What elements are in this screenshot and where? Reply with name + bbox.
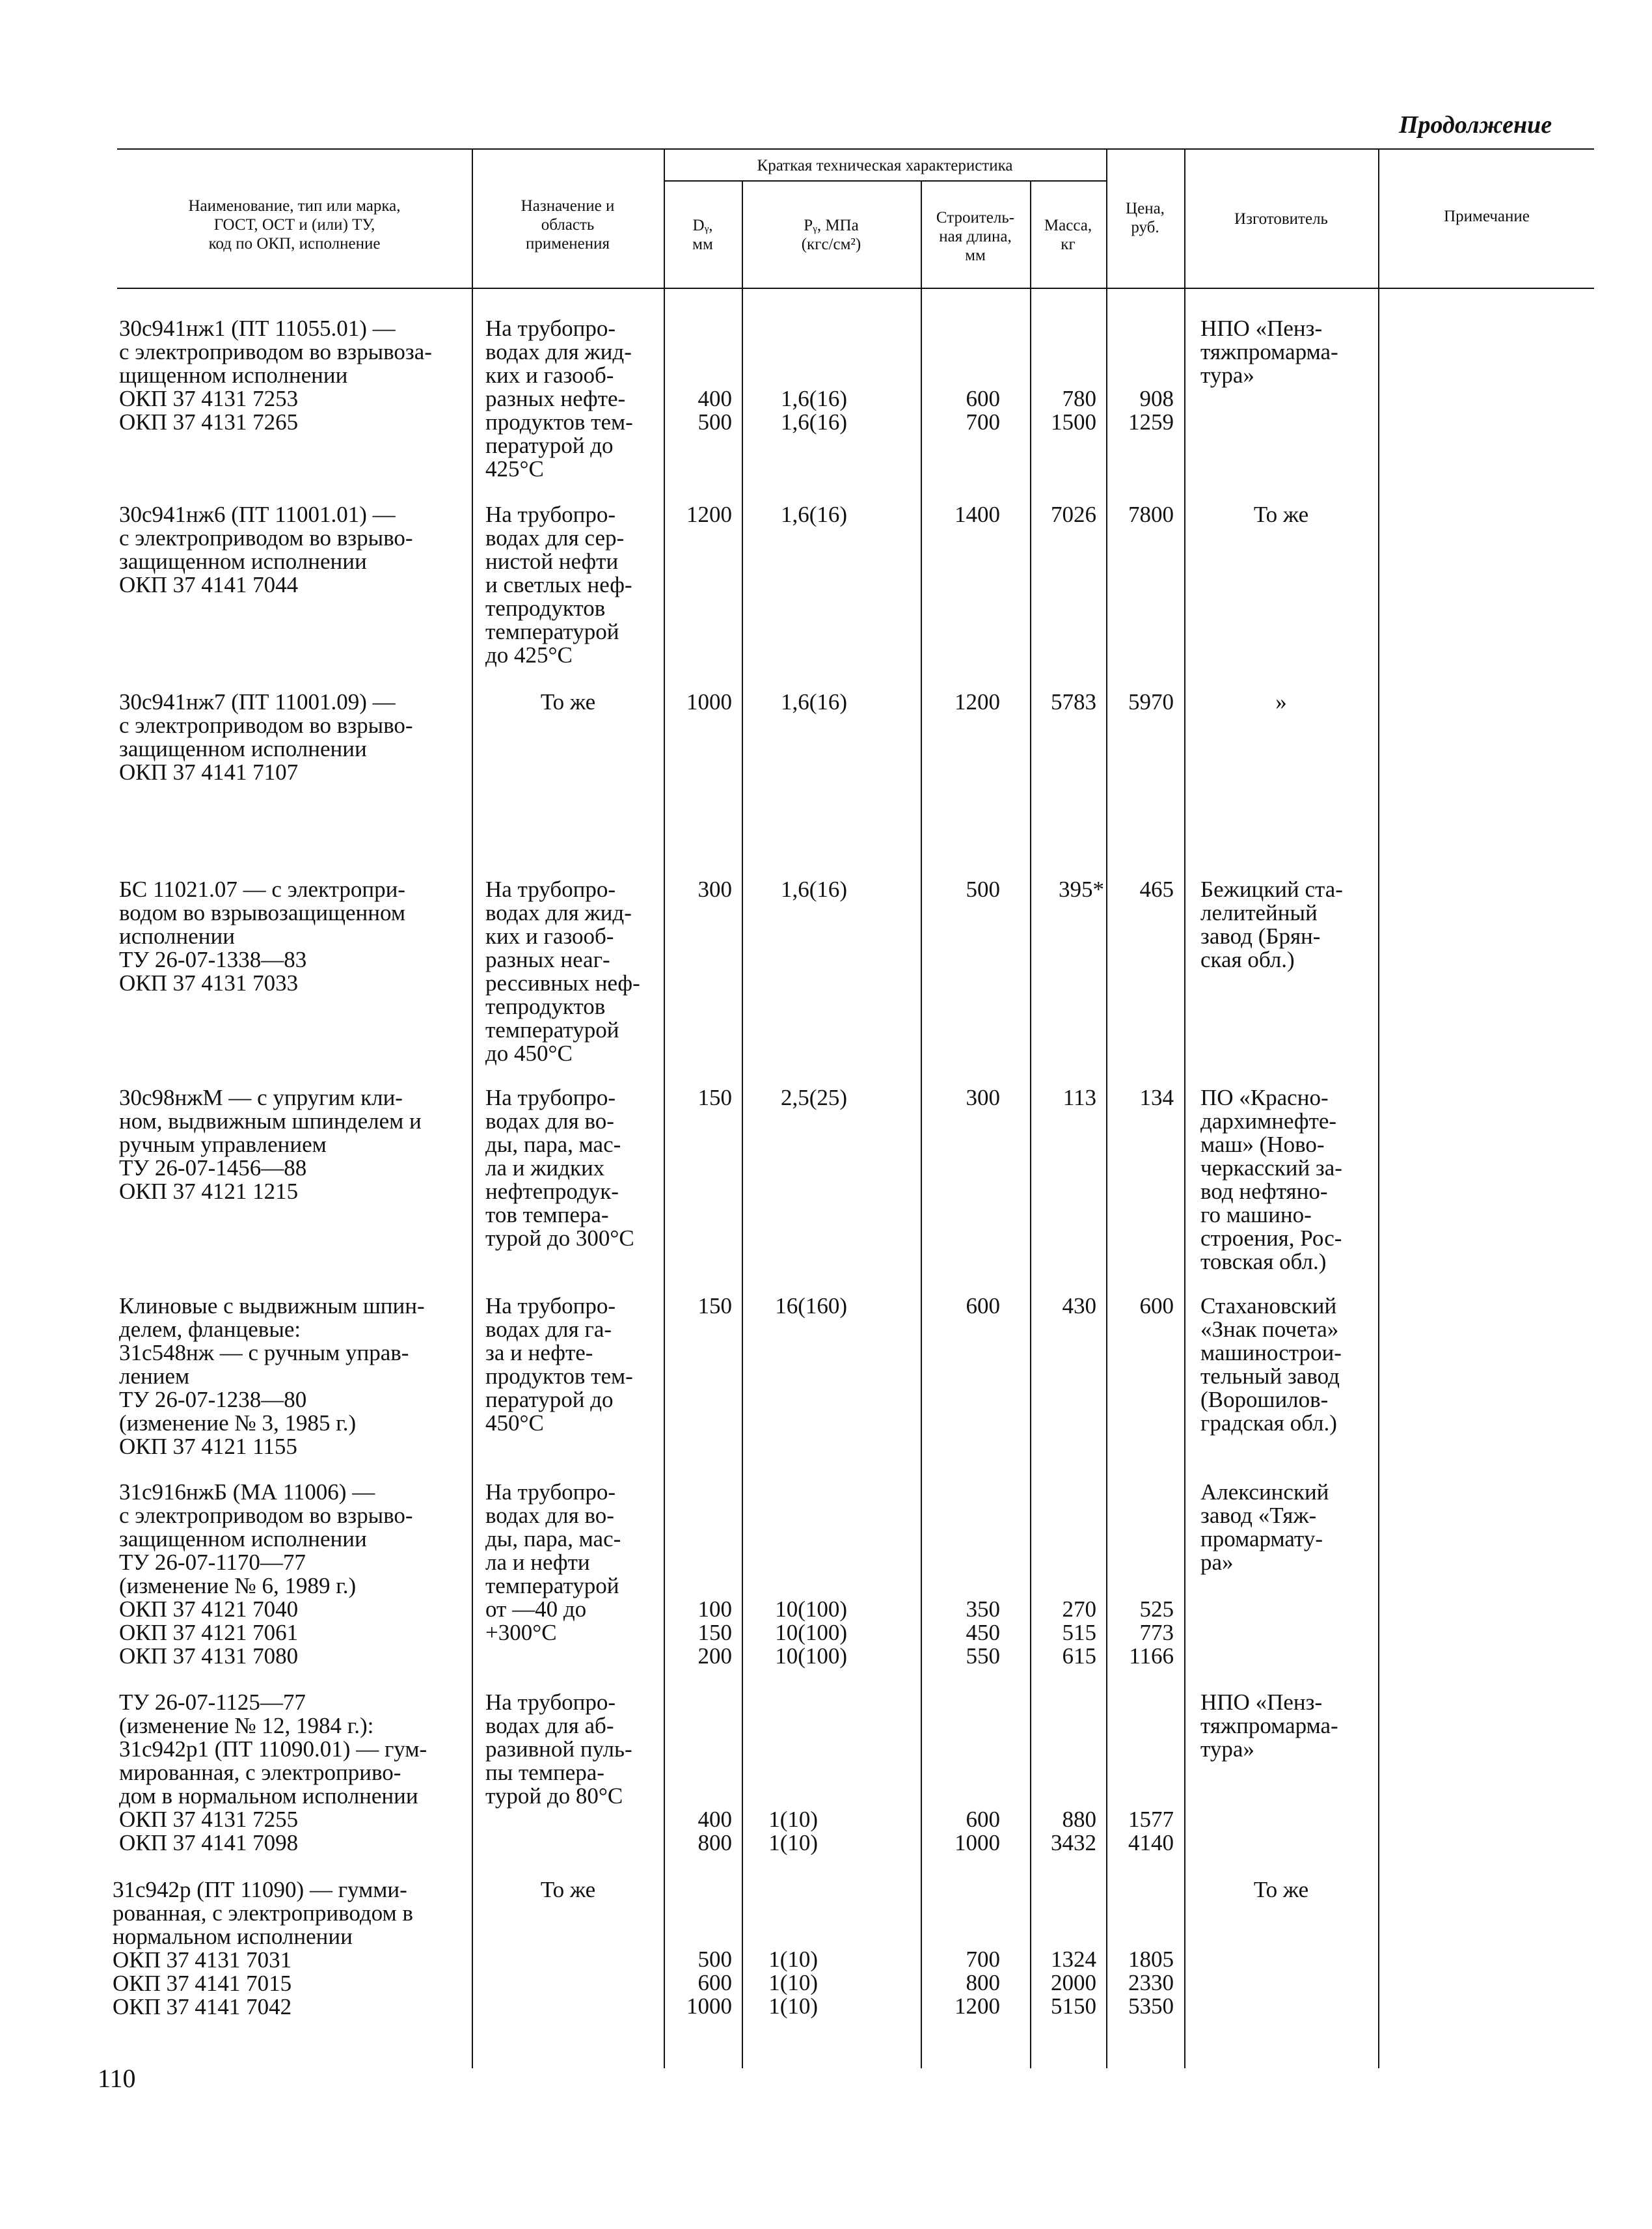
col-divider xyxy=(1184,148,1185,2068)
row-name: 30с941нж1 (ПТ 11055.01) — с электроприводом во взрывоза- щищенном исполнении ОКП 37 4131 7253 ОКП 37 4131 7265 xyxy=(119,316,432,435)
row-dn: 100 150 200 xyxy=(697,1596,732,1669)
row-purpose: На трубопро- водах для аб- разивной пуль- пы темпера- турой до 80°С xyxy=(485,1689,632,1809)
top-rule xyxy=(117,148,1594,150)
row-purpose: То же xyxy=(540,1877,596,1902)
row-length: 500 xyxy=(966,877,1000,902)
row-mass: 270 515 615 xyxy=(1062,1596,1096,1669)
row-name: 30с98нжМ — с упругим кли- ном, выдвижным шпинделем и ручным управлением ТУ 26-07-1456—88 ОКП 37 4121 1215 xyxy=(119,1085,422,1204)
row-price: 1577 4140 xyxy=(1128,1807,1174,1855)
row-dn: 1000 xyxy=(686,689,732,715)
row-pn: 1,6(16) xyxy=(780,877,847,902)
row-maker: ПО «Красно- дархимнефте- маш» (Ново- черкасский за- вод нефтяно- го машино- строения, Рос- товская обл.) xyxy=(1200,1085,1342,1274)
row-mass: 880 3432 xyxy=(1051,1807,1096,1855)
row-name: 31с916нжБ (МА 11006) — с электроприводом во взрыво- защищенном исполнении ТУ 26-07-1170—77 (изменение № 6, 1989 г.) ОКП 37 4121 7040 ОКП 37 4121 7061 ОКП 37 4131 7080 xyxy=(119,1479,413,1669)
row-mass: 395* xyxy=(1059,877,1104,902)
row-dn: 300 xyxy=(697,877,732,902)
header-bottom-rule xyxy=(117,288,1594,289)
col-divider xyxy=(1378,148,1379,2068)
row-purpose: На трубопро- водах для во- ды, пара, мас- ла и нефти температурой от —40 до +300°С xyxy=(485,1479,621,1645)
row-mass: 5783 xyxy=(1051,689,1096,715)
row-purpose: На трубопро- водах для жид- ких и газооб- разных неаг- рессивных неф- тепродуктов температурой до 450°С xyxy=(485,877,640,1066)
row-maker: НПО «Пенз- тяжпромарма- тура» xyxy=(1200,1689,1338,1762)
row-pn: 1,6(16) xyxy=(780,502,847,527)
row-dn: 150 xyxy=(697,1293,732,1319)
row-purpose: На трубопро- водах для жид- ких и газооб- разных нефте- продуктов тем- пературой до 425°С xyxy=(485,316,633,482)
row-maker: Алексинский завод «Тяж- промармату- ра» xyxy=(1200,1479,1329,1575)
row-dn: 400 500 xyxy=(697,386,732,435)
header-purpose: Назначение и область применения xyxy=(521,197,615,253)
row-purpose: На трубопро- водах для во- ды, пара, мас- ла и жидких нефтепродук- тов темпера- турой до 300°С xyxy=(485,1085,634,1251)
row-mass: 430 xyxy=(1062,1293,1096,1319)
row-name: ТУ 26-07-1125—77 (изменение № 12, 1984 г.): 31с942р1 (ПТ 11090.01) — гум- мированная, с электроприво- дом в нормальном исполнении ОКП 37 4131 7255 ОКП 37 4141 7098 xyxy=(119,1689,427,1855)
row-price: 600 xyxy=(1139,1293,1174,1319)
row-length: 350 450 550 xyxy=(966,1596,1000,1669)
row-price: 5970 xyxy=(1128,689,1174,715)
col-divider xyxy=(1030,180,1031,2068)
row-pn: 1(10) 1(10) 1(10) xyxy=(768,1947,818,2019)
row-pn: 1(10) 1(10) xyxy=(768,1807,818,1855)
row-dn: 500 600 1000 xyxy=(686,1947,732,2019)
row-dn: 150 xyxy=(697,1085,732,1110)
row-mass: 780 1500 xyxy=(1051,386,1096,435)
row-dn: 1200 xyxy=(686,502,732,527)
col-divider xyxy=(742,180,743,2068)
row-dn: 400 800 xyxy=(697,1807,732,1855)
row-length: 700 800 1200 xyxy=(955,1947,1000,2019)
row-maker: Стахановский «Знак почета» машинострои- тельный завод (Ворошилов- градская обл.) xyxy=(1200,1293,1342,1436)
header-dn: Dᵧ, мм xyxy=(692,217,713,253)
col-divider xyxy=(921,180,922,2068)
row-purpose: То же xyxy=(540,689,596,715)
header-note: Примечание xyxy=(1444,208,1530,225)
row-purpose: На трубопро- водах для сер- нистой нефти и светлых неф- тепродуктов температурой до 425°С xyxy=(485,502,632,668)
header-group-title: Краткая техническая характеристика xyxy=(757,157,1013,174)
row-pn: 16(160) xyxy=(775,1293,847,1319)
row-maker: То же xyxy=(1253,1877,1309,1902)
header-name: Наименование, тип или марка, ГОСТ, ОСТ и (или) ТУ, код по ОКП, исполнение xyxy=(188,197,401,253)
row-purpose: На трубопро- водах для га- за и нефте- продуктов тем- пературой до 450°С xyxy=(485,1293,633,1436)
header-length: Строитель- ная длина, мм xyxy=(936,209,1015,264)
header-maker: Изготовитель xyxy=(1234,210,1328,228)
header-price: Цена, руб. xyxy=(1126,200,1165,236)
header-pn: Pᵧ, МПа (кгс/см²) xyxy=(801,217,861,253)
page-number: 110 xyxy=(98,2064,136,2093)
row-pn: 10(100) 10(100) 10(100) xyxy=(775,1596,847,1669)
row-price: 908 1259 xyxy=(1128,386,1174,435)
row-length: 600 1000 xyxy=(955,1807,1000,1855)
row-price: 465 xyxy=(1139,877,1174,902)
continuation-label: Продолжение xyxy=(1399,111,1552,139)
row-name: 31с942р (ПТ 11090) — гумми- рованная, с электроприводом в нормальном исполнении ОКП 37 4131 7031 ОКП 37 4141 7015 ОКП 37 4141 7042 xyxy=(113,1877,413,2019)
row-maker: НПО «Пенз- тяжпромарма- тура» xyxy=(1200,316,1338,388)
row-mass: 113 xyxy=(1063,1085,1096,1110)
row-name: БС 11021.07 — с электропри- водом во взрывозащищенном исполнении ТУ 26-07-1338—83 ОКП 37 4131 7033 xyxy=(119,877,405,996)
row-maker: То же xyxy=(1253,502,1309,527)
row-mass: 1324 2000 5150 xyxy=(1051,1947,1096,2019)
row-length: 600 xyxy=(966,1293,1000,1319)
row-pn: 1,6(16) xyxy=(780,689,847,715)
group-underline xyxy=(664,180,1106,182)
row-mass: 7026 xyxy=(1051,502,1096,527)
row-pn: 2,5(25) xyxy=(780,1085,847,1110)
row-length: 1400 xyxy=(955,502,1000,527)
row-price: 1805 2330 5350 xyxy=(1128,1947,1174,2019)
row-price: 134 xyxy=(1139,1085,1174,1110)
row-length: 300 xyxy=(966,1085,1000,1110)
row-price: 7800 xyxy=(1128,502,1174,527)
row-length: 1200 xyxy=(955,689,1000,715)
row-pn: 1,6(16) 1,6(16) xyxy=(780,386,847,435)
col-divider xyxy=(472,148,473,2068)
row-length: 600 700 xyxy=(966,386,1000,435)
row-price: 525 773 1166 xyxy=(1129,1596,1174,1669)
row-name: Клиновые с выдвижным шпин- делем, фланцевые: 31с548нж — с ручным управ- лением ТУ 26-07-1238—80 (изменение № 3, 1985 г.) ОКП 37 4121 1155 xyxy=(119,1293,425,1459)
row-maker: » xyxy=(1275,689,1287,715)
header-mass: Масса, кг xyxy=(1044,217,1092,253)
row-maker: Бежицкий ста- лелитейный завод (Брян- ская обл.) xyxy=(1200,877,1343,972)
row-name: 30с941нж7 (ПТ 11001.09) — с электроприводом во взрыво- защищенном исполнении ОКП 37 4141 7107 xyxy=(119,689,413,785)
row-name: 30с941нж6 (ПТ 11001.01) — с электроприводом во взрыво- защищенном исполнении ОКП 37 4141 7044 xyxy=(119,502,413,597)
